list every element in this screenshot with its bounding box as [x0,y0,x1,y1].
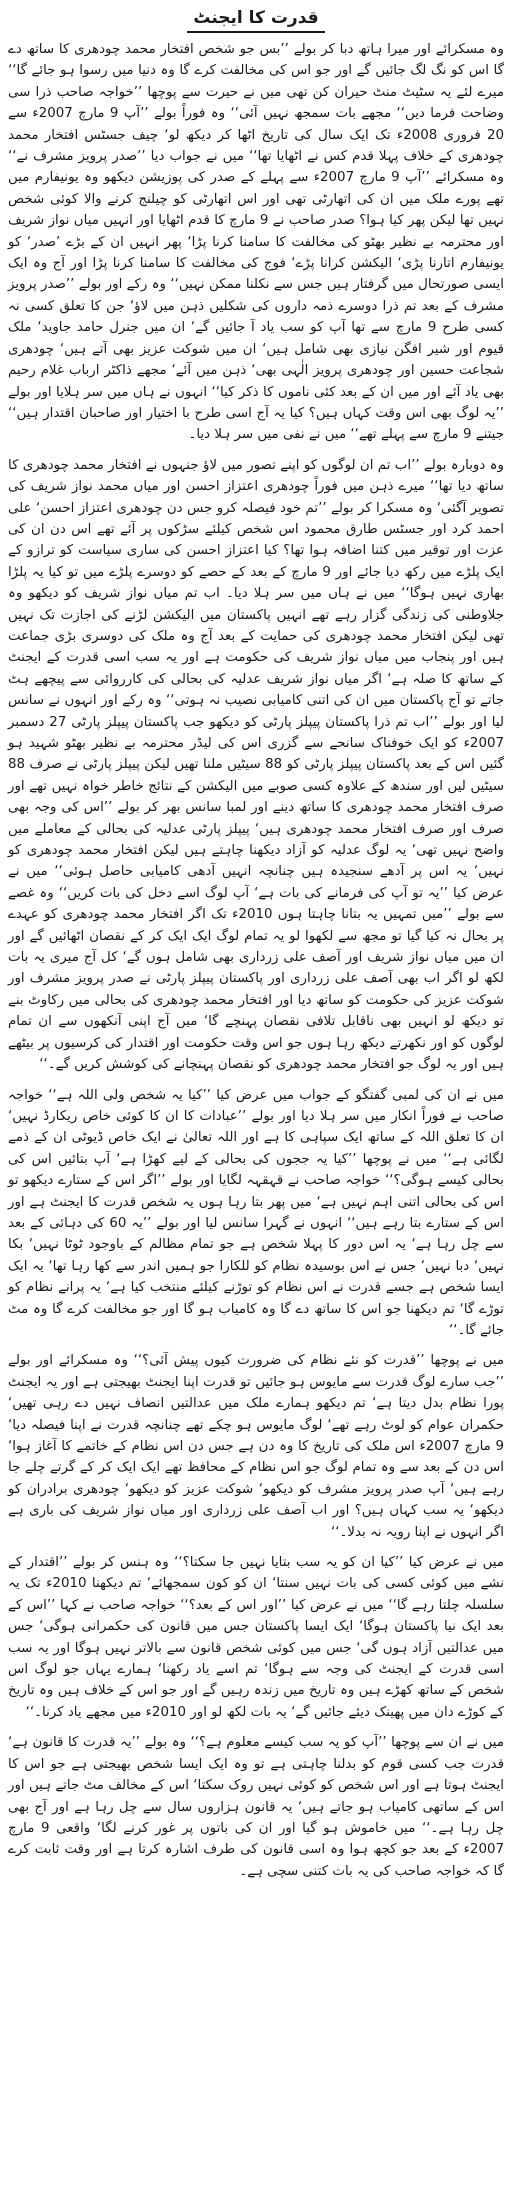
article-paragraph-6: میں نے ان سے پوچھا ’’آپ کو یہ سب کیسے معلوم ہے؟‘‘ وہ بولے ’’یہ قدرت کا قانون ہے‘ قدرت جب کسی قوم کو بدلنا چاہتی ہے تو وہ ایک ایسا شخص بھیجتی ہے جو اس کا ایجنٹ ہوتا ہے اور اس شخص کو کوئی نہیں روک سکتا‘ اس کے مخالف مٹ جاتے ہیں اور اس کے ساتھی کامیاب ہو جاتے ہیں‘ یہ قانون ہزاروں سال سے چل رہا ہے اور آج بھی چل رہا ہے۔‘‘ میں خاموش ہو گیا اور ان کی باتوں پر غور کرنے لگا‘ واقعی 9 مارچ 2007ء کے بعد جو کچھ ہوا وہ اسی قانون کی طرف اشارہ کرتا ہے اور وقت ثابت کرے گا کہ خواجہ صاحب کی یہ بات کتنی سچی ہے۔ [8,1735,504,1879]
article-paragraph-3: میں نے ان کی لمبی گفتگو کے جواب میں عرض کیا ’’کیا یہ شخص ولی اللہ ہے‘‘ خواجہ صاحب نے فوراً انکار میں سر ہلا دیا اور بولے ’’عبادات کا ان کا کوئی خاص ریکارڈ نہیں‘ ان کا تعلق اللہ کے ساتھ ایک سپاہی کا ہے اور اللہ تعالیٰ نے ایک خاص ڈیوٹی ان کے ذمے لگائی ہے‘‘ میں نے پوچھا ’’کیا یہ ججوں کی بحالی کے لیے کھڑا ہے‘ آپ بتائیں اس کی بحالی کیسے ہوگی؟‘‘ خواجہ صاحب نے قہقہہ لگایا اور بولے ’’اگر اس کے ستارے دیکھو تو اس کی بحالی اتنی اہم نہیں ہے‘ میں پھر بتا رہا ہوں یہ شخص قدرت کا ایجنٹ ہے اور اس کے ستارے بتا رہے ہیں‘‘ انہوں نے گہرا سانس لیا اور بولے ’’یہ 60 کی دہائی کے بعد سے چل رہا ہے‘ یہ اس دور کا پہلا شخص ہے جو تمام مظالم کے باوجود ٹوٹا نہیں‘ بکا نہیں‘ دبا نہیں‘ جس نے اس بوسیدہ نظام کو للکارا جو ہمیں اندر سے کھا رہا تھا‘ یہ ایک ایسا شخص ہے جسے قدرت نے اس نظام کو توڑنے کیلئے منتخب کیا ہے‘ یہ پرانے نظام کو توڑے گا‘ تم دیکھنا جو اس کا ساتھ دے گا وہ کامیاب ہو گا اور جو مخالفت کرے گا وہ مٹ جائے گا۔‘‘ [8,1087,504,1338]
article-paragraph-5: میں نے عرض کیا ’’کیا ان کو یہ سب بتایا نہیں جا سکتا؟‘‘ وہ ہنس کر بولے ’’اقتدار کے نشے میں کوئی کسی کی بات نہیں سنتا‘ ان کو کون سمجھائے‘ تم دیکھنا 2010ء تک یہ سلسلہ چلتا رہے گا‘‘ میں نے عرض کیا ’’اور اس کے بعد؟‘‘ خواجہ صاحب نے کہا ’’اس کے بعد ایک نیا پاکستان ہوگا‘ ایک ایسا پاکستان جس میں قانون کی حکمرانی ہوگی‘ جس میں عدالتیں آزاد ہوں گی‘ جس میں کوئی شخص قانون سے بالاتر نہیں ہوگا اور یہ سب اسی قدرت کے ایجنٹ کی وجہ سے ہوگا‘ تم اسے یاد رکھنا‘ ہمارے یہاں جو لوگ اس شخص کے ساتھ کھڑے ہیں وہ تاریخ میں زندہ رہیں گے اور جو اس کے خلاف ہیں وہ تاریخ کے کوڑے دان میں پھینک دیئے جائیں گے‘ یہ بات لکھ لو اور 2010ء میں مجھے یاد کرنا۔‘‘ [8,1555,504,1720]
article-paragraph-2: وہ دوبارہ بولے ’’اب تم ان لوگوں کو اپنے تصور میں لاؤ جنہوں نے افتخار محمد چودھری کا ساتھ دیا تھا‘‘ میرے ذہن میں فوراً چودھری اعتزاز احسن اور میاں محمد نواز شریف کی تصویر آگئی‘ وہ مسکرا کر بولے ’’تم خود فیصلہ کرو جس دن چودھری اعتزاز احسن‘ علی احمد کرد اور جسٹس طارق محمود اس شخص کیلئے سڑکوں پر آئے تھے اس دن ان کی عزت اور توقیر میں کتنا اضافہ ہوا تھا؟ کیا اعتزاز احسن کی ساری سیاست کو ترازو کے ایک پلڑے میں رکھ دیا جائے اور 9 مارچ کے بعد کے حصے کو دوسرے پلڑے میں تو کیا یہ پلڑا بھاری نہیں ہوگا‘‘ میں نے ہاں میں سر ہلا دیا۔ اب تم میاں نواز شریف کو دیکھو وہ جلاوطنی کی زندگی گزار رہے تھے انہیں پاکستان میں الیکشن لڑنے کی اجازت تک نہیں تھی لیکن افتخار محمد چودھری کی حمایت کے بعد آج وہ ملک کی دوسری بڑی جماعت ہیں اور پنجاب میں میاں نواز شریف کی حکومت ہے اور یہ سب اسی قدرت کے ایجنٹ کے ساتھ کا صلہ ہے‘ اگر میاں نواز شریف عدلیہ کی بحالی کی کارروائی سے پیچھے ہٹ جاتے تو آج پاکستان میں ان کی اتنی کامیابی نصیب نہ ہوتی‘‘ وہ رکے اور انہوں نے سانس لیا اور بولے ’’اب تم ذرا پاکستان پیپلز پارٹی کو دیکھو جب پاکستان پیپلز پارٹی 27 دسمبر 2007ء کو ایک خوفناک سانحے سے گزری اس کی لیڈر محترمہ بے نظیر بھٹو شہید ہو گئیں اس کے بعد پاکستان پیپلز پارٹی کو 88 سیٹیں ملنا تھیں لیکن پیپلز پارٹی نے صرف 88 سیٹیں لیں اور سندھ کے علاوہ کسی صوبے میں الیکشن کے نتائج خاطر خواہ نہیں تھے اور صرف افتخار محمد چودھری کا ساتھ دینے اور لمبا سانس بھر کر بولے ’’اس کی وجہ بھی صرف اور صرف افتخار محمد چودھری ہیں‘ پیپلز پارٹی عدلیہ کی بحالی کے معاملے میں واضح نہیں تھی‘ یہ لوگ عدلیہ کو آزاد دیکھنا چاہتے ہیں لیکن افتخار محمد چودھری کو نہیں‘ یہ اس پر آدھے سنجیدہ ہیں چنانچہ انہیں آدھی کامیابی حاصل ہوئی‘‘ میں نے عرض کیا ’’یہ تو آپ کی فرمانے کی بات ہے‘ آپ لوگ اسے دخل کی بات کریں‘‘ وہ غصے سے بولے ’’میں تمہیں یہ بتانا چاہتا ہوں 2010ء تک اگر افتخار محمد چودھری کو عہدے پر بحال نہ کیا گیا تو مجھ سے لکھوا لو یہ تمام لوگ ایک ایک کر کے نقصان اٹھائیں گے اور ان میں میاں نواز شریف اور آصف علی زرداری بھی شامل ہوں گے‘ کل آج میری یہ بات لکھ لو اگر اب بھی آصف علی زرداری اور پاکستان پیپلز پارٹی نے صدر پرویز مشرف اور شوکت عزیز کی حکومت کو ساتھ دیا اور افتخار محمد چودھری کی بحالی میں رکاوٹ بنے تو دیکھ لو انہیں بھی ناقابل تلافی نقصان پہنچے گا‘ میں آج اپنی آنکھوں سے ان تمام لوگوں کو اور نکھرتے دیکھ رہا ہوں جو اس وقت حکومت اور اقتدار کی کرسیوں پر بیٹھے ہیں اور یہ لوگ جو افتخار محمد چودھری کو نقصان پہنچانے کی کوشش کریں گے۔‘‘ [8,457,504,1073]
article-body [8,39,504,1882]
article-title: قدرت کا ایجنٹ [187,8,324,33]
title-wrap [8,8,504,33]
article-paragraph-1: وہ مسکرائے اور میرا ہاتھ دبا کر بولے ’’بس جو شخص افتخار محمد چودھری کا ساتھ دے گا اس کو نگ لگ جائیں گے اور جو اس کی مخالفت کرے گا وہ دنیا میں رسوا ہو جائے گا‘‘ میرے لئے یہ سٹیٹ منٹ حیران کن تھی میں نے حیرت سے پوچھا ’’خواجہ صاحب ذرا سی وضاحت فرما دیں‘‘ مجھے بات سمجھ نہیں آئی‘‘ وہ فوراً بولے ’’آپ 9 مارچ 2007ء سے 20 فروری 2008ء تک ایک سال کی تاریخ اٹھا کر دیکھ لو‘ چیف جسٹس افتخار محمد چودھری کے خلاف پہلا قدم کس نے اٹھایا تھا‘‘ میں نے جواب دیا ’’صدر پرویز مشرف نے‘‘ وہ مسکرائے ’’آپ 9 مارچ 2007ء سے پہلے کے صدر کی پوزیشن دیکھو وہ یونیفارم میں تھے پورے ملک میں ان کی اتھارٹی تھی اور اس اتھارٹی کو چیلنج کرنے والا کوئی شخص نہیں تھا لیکن پھر کیا ہوا؟ صدر صاحب نے 9 مارچ کا قدم اٹھایا اور انہیں میاں نواز شریف اور محترمہ بے نظیر بھٹو کی مخالفت کا سامنا کرنا پڑا‘ پھر انہیں ان کے بڑے ’صدر‘ کو یونیفارم اتارنا پڑی‘ الیکشن کرانا پڑے‘ فوج کی مخالفت کا سامنا کرنا پڑا اور آج وہ ایک ایسی صورتحال میں گرفتار ہیں جس سے نکلنا ممکن نہیں‘‘ وہ رکے اور بولے ’’صدر پرویز مشرف کے بعد تم ذرا دوسرے ذمہ داروں کی شکلیں ذہن میں لاؤ‘ جن کا تعلق کسی نہ کسی طرح 9 مارچ سے تھا آپ کو سب یاد آ جائیں گے‘ ان میں جنرل حامد جاوید‘ ملک قیوم اور شیر افگن نیازی بھی شامل ہیں‘ ان میں شوکت عزیز بھی آتے ہیں‘ چودھری شجاعت حسین اور چودھری پرویز الٰہی بھی‘ ذہن میں آئے‘ مجھے ذاکٹر ارباب غلام رحیم بھی یاد آئے اور میں ان کے بعد کئی ناموں کا ذکر کیا‘‘ انہوں نے ہاں میں سر ہلایا اور بولے ’’یہ لوگ بھی اس وقت کہاں ہیں؟ کیا یہ آج اسی طرح با اختیار اور صاحبان اقتدار ہیں‘‘ جیتنے 9 مارچ سے پہلے تھے‘‘ میں نے نفی میں سر ہلا دیا۔ [8,42,505,443]
article-paragraph-4: میں نے پوچھا ’’قدرت کو نئے نظام کی ضرورت کیوں پیش آئی؟‘‘ وہ مسکرائے اور بولے ’’جب سارے لوگ قدرت سے مایوس ہو جائیں تو قدرت اپنا ایجنٹ بھیجتی ہے اور یہ ایجنٹ پورا نظام بدل دیتا ہے‘ تم دیکھو ہمارے ملک میں عدالتیں انصاف نہیں دے رہی تھیں‘ حکمران عوام کو لوٹ رہے تھے‘ لوگ مایوس ہو چکے تھے چنانچہ قدرت نے اپنا فیصلہ دیا‘ 9 مارچ 2007ء اس ملک کی تاریخ کا وہ دن ہے جس دن اس نظام کے خاتمے کا آغاز ہوا‘ اس دن کے بعد سے وہ تمام لوگ جو اس نظام کے محافظ تھے ایک ایک کر کے گرتے چلے جا رہے ہیں‘ آپ صدر پرویز مشرف کو دیکھو‘ شوکت عزیز کو دیکھو‘ چودھری برادران کو دیکھو‘ یہ سب کہاں ہیں؟ اور اب آصف علی زرداری اور میاں نواز شریف کی باری ہے اگر انہوں نے اپنا رویہ نہ بدلا۔‘‘ [8,1353,504,1540]
